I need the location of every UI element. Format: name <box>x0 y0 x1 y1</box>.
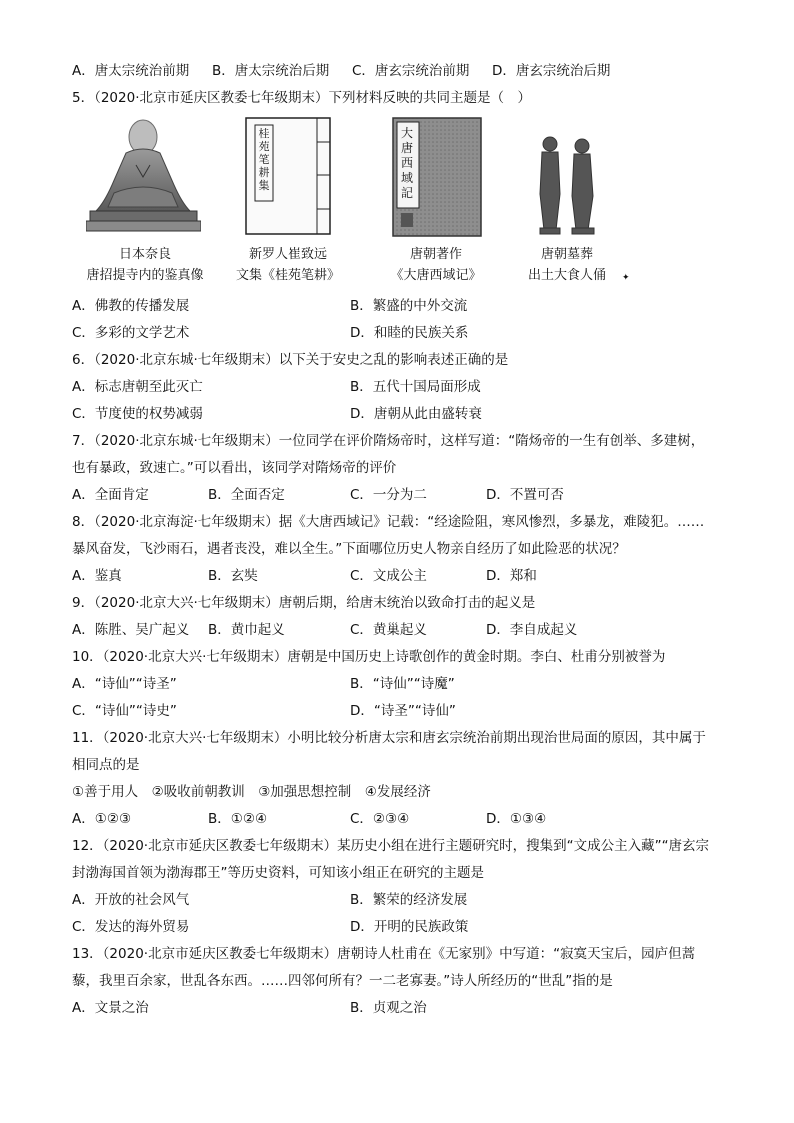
q13-stem-line-2: 藜，我里百余家，世乱各东西。……四邻何所有？一二老寡妻。”诗人所经历的“世乱”指的是 <box>72 973 613 989</box>
q8-stem-line-1: 8．（2020·北京海淀·七年级期末）据《大唐西域记》记载：“经途险阻，寒风惨烈，多暴龙，难陵犯。…… <box>72 514 705 530</box>
q4-option-b[interactable]: B．唐太宗统治后期 <box>212 63 330 79</box>
q8-stem-line-2: 暴风奋发，飞沙雨石，遇者丧没，难以全生。”下面哪位历史人物亲自经历了如此险恶的状况？ <box>72 541 626 557</box>
book-cover-title-1: 桂苑笔耕集 <box>258 127 270 192</box>
q12-option-a[interactable]: A．开放的社会风气 <box>72 892 190 908</box>
q6-option-a[interactable]: A．标志唐朝至此灭亡 <box>72 379 203 395</box>
q6-option-d[interactable]: D．唐朝从此由盛转衰 <box>350 406 482 422</box>
q5-option-b[interactable]: B．繁盛的中外交流 <box>350 298 468 314</box>
q13-stem-line-1: 13．（2020·北京市延庆区教委七年级期末）唐朝诗人杜甫在《无家别》中写道：“寂寞天宝后，园庐但蒿 <box>72 946 696 962</box>
q5-option-d[interactable]: D．和睦的民族关系 <box>350 325 469 341</box>
q11-option-c[interactable]: C．②③④ <box>350 811 410 827</box>
image-2-caption-line-2: 文集《桂苑笔耕》 <box>235 268 340 283</box>
q5-option-c[interactable]: C．多彩的文学艺术 <box>72 325 190 341</box>
figurines-icon <box>530 130 604 236</box>
q11-option-d[interactable]: D．①③④ <box>486 811 547 827</box>
book-cover-title-2: 大唐西域記 <box>400 126 413 200</box>
q8-option-b[interactable]: B．玄奘 <box>208 568 258 584</box>
q10-option-c[interactable]: C．“诗仙”“诗史” <box>72 703 177 719</box>
q12-stem-line-1: 12．（2020·北京市延庆区教委七年级期末）某历史小组在进行主题研究时，搜集到“文成公主入藏”“唐玄宗 <box>72 838 710 854</box>
q7-option-d[interactable]: D．不置可否 <box>486 487 564 503</box>
q7-option-c[interactable]: C．一分为二 <box>350 487 427 503</box>
ganjin-statue-icon <box>86 115 201 233</box>
q13-option-b[interactable]: B．贞观之治 <box>350 1000 427 1016</box>
q12-option-d[interactable]: D．开明的民族政策 <box>350 919 469 935</box>
q11-stem-line-1: 11．（2020·北京大兴·七年级期末）小明比较分析唐太宗和唐玄宗统治前期出现治世局面的原因，其中属于 <box>72 730 706 746</box>
image-3-caption-line-1: 唐朝著作 <box>409 247 462 262</box>
q11-option-b[interactable]: B．①②④ <box>208 811 268 827</box>
q6-stem: 6．（2020·北京东城·七年级期末）以下关于安史之乱的影响表述正确的是 <box>72 352 509 368</box>
q12-option-c[interactable]: C．发达的海外贸易 <box>72 919 190 935</box>
q9-option-a[interactable]: A．陈胜、吴广起义 <box>72 622 190 638</box>
q11-option-a[interactable]: A．①②③ <box>72 811 132 827</box>
q11-stem-line-2: 相同点的是 <box>72 757 140 773</box>
q8-option-a[interactable]: A．鉴真 <box>72 568 122 584</box>
q5-stem: 5．（2020·北京市延庆区教委七年级期末）下列材料反映的共同主题是（ ） <box>72 90 531 106</box>
q8-option-d[interactable]: D．郑和 <box>486 568 537 584</box>
q10-option-d[interactable]: D．“诗圣”“诗仙” <box>350 703 456 719</box>
q6-option-c[interactable]: C．节度使的权势减弱 <box>72 406 203 422</box>
q9-option-b[interactable]: B．黄巾起义 <box>208 622 285 638</box>
q11-items: ①善于用人 ②吸收前朝教训 ③加强思想控制 ④发展经济 <box>72 784 431 800</box>
q10-option-a[interactable]: A．“诗仙”“诗圣” <box>72 676 177 692</box>
image-2-caption-line-1: 新罗人崔致远 <box>248 247 327 262</box>
q9-stem: 9．（2020·北京大兴·七年级期末）唐朝后期，给唐末统治以致命打击的起义是 <box>72 595 536 611</box>
q7-stem-line-2: 也有暴政，致速亡。”可以看出，该同学对隋炀帝的评价 <box>72 460 397 476</box>
q12-option-b[interactable]: B．繁荣的经济发展 <box>350 892 468 908</box>
q7-stem-line-1: 7．（2020·北京东城·七年级期末）一位同学在评价隋炀帝时，这样写道：“隋炀帝的一生有创举、多建树， <box>72 433 705 449</box>
q9-option-d[interactable]: D．李自成起义 <box>486 622 578 638</box>
q12-stem-line-2: 封渤海国首领为渤海郡王”等历史资料，可知该小组正在研究的主题是 <box>72 865 484 881</box>
q9-option-c[interactable]: C．黄巢起义 <box>350 622 427 638</box>
image-4-caption-line-2: 出土大食人俑 <box>527 268 606 283</box>
q4-option-d[interactable]: D．唐玄宗统治后期 <box>492 63 611 79</box>
stray-mark: ✦ <box>622 273 630 283</box>
q10-stem: 10．（2020·北京大兴·七年级期末）唐朝是中国历史上诗歌创作的黄金时期。李白、杜甫分别被誉为 <box>72 649 666 665</box>
q5-option-a[interactable]: A．佛教的传播发展 <box>72 298 190 314</box>
image-4-caption-line-1: 唐朝墓葬 <box>540 247 593 262</box>
q6-option-b[interactable]: B．五代十国局面形成 <box>350 379 481 395</box>
q13-option-a[interactable]: A．文景之治 <box>72 1000 149 1016</box>
image-1-caption-line-2: 唐招提寺内的鉴真像 <box>86 268 204 283</box>
q7-option-a[interactable]: A．全面肯定 <box>72 487 149 503</box>
image-3-caption-line-2: 《大唐西域记》 <box>390 268 482 283</box>
q4-option-c[interactable]: C．唐玄宗统治前期 <box>352 63 470 79</box>
q8-option-c[interactable]: C．文成公主 <box>350 568 427 584</box>
q10-option-b[interactable]: B．“诗仙”“诗魔” <box>350 676 455 692</box>
q4-option-a[interactable]: A．唐太宗统治前期 <box>72 63 190 79</box>
q7-option-b[interactable]: B．全面否定 <box>208 487 285 503</box>
image-1-caption-line-1: 日本奈良 <box>118 247 171 262</box>
